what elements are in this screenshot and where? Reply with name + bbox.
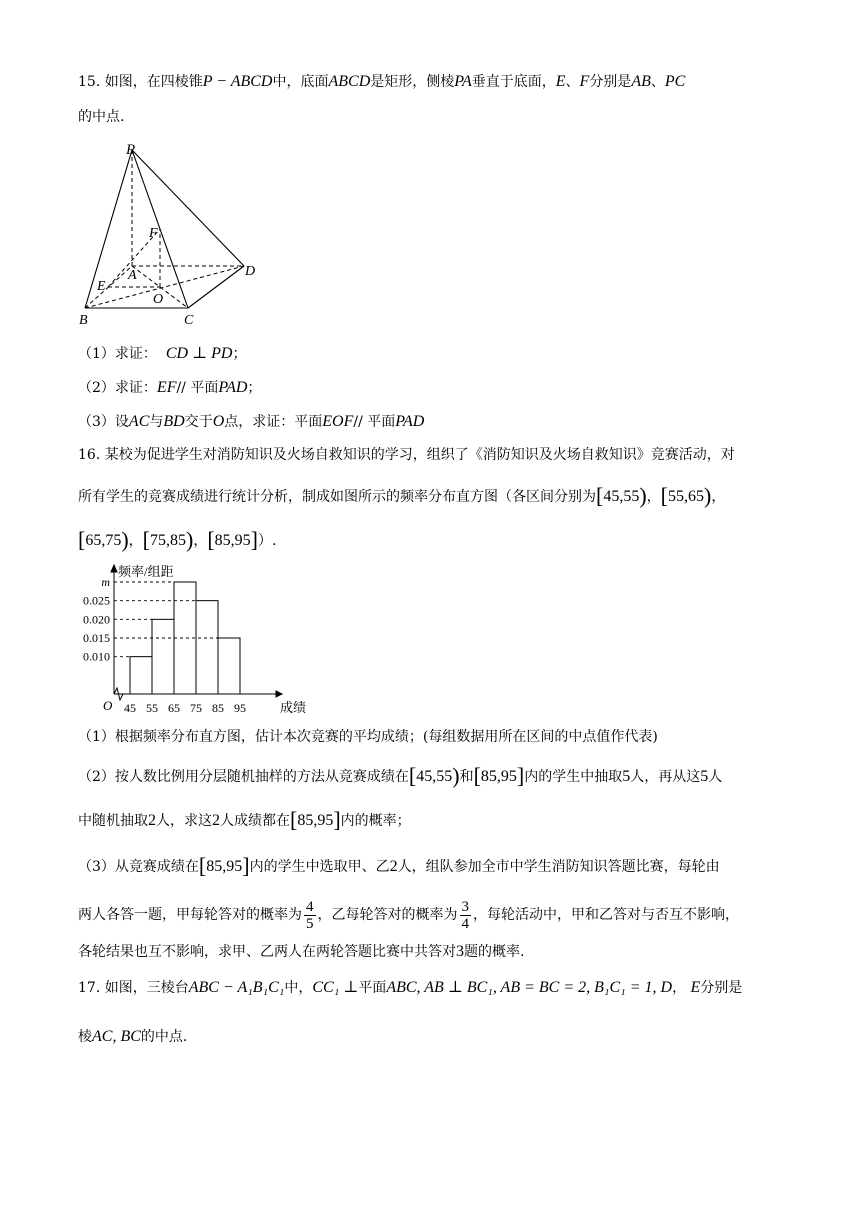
- histogram-bar: [152, 619, 174, 694]
- interval: 45,55: [416, 768, 453, 785]
- label-A: A: [128, 268, 137, 283]
- q15-text: 、: [650, 74, 665, 90]
- q15-math-base: ABCD: [328, 73, 371, 90]
- q16-part-1: [78, 727, 658, 747]
- q15-text: 、: [565, 74, 580, 90]
- q16-text: 各轮结果也互不影响，求甲、乙两人在两轮答题比赛中共答对: [78, 944, 456, 960]
- denominator: 5: [306, 915, 314, 932]
- q15-math-pc: PC: [664, 73, 686, 90]
- q17-line-2: [78, 1027, 187, 1047]
- part-label: （3）设: [78, 414, 129, 430]
- q16-part-3-line-2: [78, 898, 739, 932]
- part-text: // 平面: [353, 414, 396, 430]
- label-F: F: [149, 226, 158, 241]
- y-axis-arrow: [111, 565, 117, 572]
- q16-part-3-line-3: [78, 942, 524, 962]
- q17-math: AC, BC: [92, 1028, 141, 1045]
- part-text: ；: [232, 346, 247, 362]
- q17-text: 如图，三棱台: [104, 980, 189, 996]
- part-label: （1）求证：: [78, 346, 157, 362]
- q16-text: 内的学生中抽取: [524, 769, 623, 785]
- q15-math-f: F: [579, 73, 590, 90]
- number: 2: [389, 858, 398, 875]
- q16-part-2-line-2: 中随机抽取2人，求这2人成绩都在[85,95]内的概率；: [78, 807, 411, 832]
- q17-math: E: [690, 979, 701, 996]
- y-tick-label: 0.020: [83, 612, 110, 627]
- label-E: E: [97, 279, 106, 294]
- part-label: （2）求证：: [78, 380, 157, 396]
- x-tick-label: 75: [190, 701, 202, 715]
- q17-text: ，: [672, 980, 687, 996]
- q15-number: 15.: [78, 74, 101, 90]
- histogram-bar: [196, 601, 218, 694]
- q15-line-2: [78, 107, 124, 127]
- q17-text: 的中点.: [140, 1029, 188, 1045]
- label-B: B: [79, 313, 88, 328]
- x-tick-label: 95: [234, 701, 246, 715]
- q17-line-1: [78, 978, 742, 998]
- q15-math-e: E: [555, 73, 566, 90]
- number: 5: [622, 768, 631, 785]
- q15-text: 垂直于底面，: [471, 74, 556, 90]
- q16-text: 人成绩都在: [220, 813, 290, 829]
- number: 3: [456, 943, 464, 960]
- fraction-4-5: [304, 899, 316, 932]
- origin-label: O: [103, 698, 113, 713]
- q15-line-1: [78, 72, 685, 92]
- q16-part-3-line-1: （3）从竞赛成绩在[85,95]内的学生中选取甲、乙2人，组队参加全市中学生消防知识答题比赛，每轮由: [78, 853, 720, 878]
- interval: 85,95: [214, 532, 251, 549]
- q17-number: 17.: [78, 980, 101, 996]
- q16-text: 人: [708, 769, 723, 785]
- pyramid-figure: [76, 138, 266, 330]
- q16-text: 和: [459, 769, 474, 785]
- sep: ，: [193, 533, 208, 549]
- y-axis-label: 频率/组距: [118, 564, 174, 579]
- part-math: EF: [156, 379, 177, 396]
- q15-part-3: [78, 412, 424, 432]
- x-tick-label: 45: [124, 701, 136, 715]
- q16-text: 所有学生的竞赛成绩进行统计分析，制成如图所示的频率分布直方图（各区间分别为: [78, 489, 596, 505]
- interval: 65,75: [85, 532, 122, 549]
- label-C: C: [184, 313, 194, 328]
- part-text: ；: [247, 380, 262, 396]
- x-axis-arrow: [276, 691, 282, 697]
- q17-text: 平面: [358, 980, 387, 996]
- histogram-bar: [130, 657, 152, 694]
- fraction-3-4: [460, 899, 472, 932]
- q16-text: ，每轮活动中，甲和乙答对与否互不影响，: [473, 907, 739, 923]
- numerator: 4: [306, 898, 314, 915]
- part-math: BD: [163, 413, 185, 430]
- q16-text: （2）按人数比例用分层随机抽样的方法从竞赛成绩在: [78, 769, 409, 785]
- q17-text: 棱: [78, 1029, 92, 1045]
- part-text: // 平面: [176, 380, 219, 396]
- x-tick-label: 65: [168, 701, 180, 715]
- sep: ，: [711, 489, 726, 505]
- sep: ，: [646, 489, 661, 505]
- sep: ，: [128, 533, 143, 549]
- q16-text: 中随机抽取: [78, 813, 148, 829]
- label-O: O: [153, 292, 164, 307]
- q16-number: 16.: [78, 447, 101, 463]
- y-tick-label: m: [101, 575, 110, 589]
- q15-math-edge: PA: [454, 73, 472, 90]
- q16-line-3: [65,75)，[75,85)，[85,95]）.: [78, 527, 277, 552]
- q16-text: （3）从竞赛成绩在: [78, 859, 199, 875]
- number: 2: [212, 812, 220, 829]
- q16-text: 题的概率.: [464, 944, 525, 960]
- q15-text: 的中点.: [78, 109, 125, 125]
- q15-text: 是矩形，侧棱: [370, 74, 455, 90]
- q16-line-1: [78, 445, 735, 465]
- part-math: EOF: [322, 413, 354, 430]
- q17-math: ABC, AB ⊥ BC₁, AB = BC = 2, B₁C₁ = 1, D: [386, 979, 673, 996]
- q16-text: 某校为促进学生对消防知识及火场自救知识的学习，组织了《消防知识及火场自救知识》竞赛活动，对: [104, 447, 735, 463]
- q16-text: 人，再从这: [630, 769, 701, 785]
- part-text: 点，求证：平面: [224, 414, 323, 430]
- q15-part-1: [78, 344, 246, 364]
- part-math: CD ⊥ PD: [165, 345, 233, 362]
- q16-text: 两人各答一题，甲每轮答对的概率为: [78, 907, 302, 923]
- q16-text: 人，求这: [156, 813, 212, 829]
- part-math: PAD: [395, 413, 425, 430]
- number: 5: [700, 768, 709, 785]
- part-math: PAD: [218, 379, 248, 396]
- y-tick-label: 0.015: [83, 631, 110, 645]
- q16-part-1-text: （1）根据频率分布直方图，估计本次竞赛的平均成绩；(每组数据用所在区间的中点值作代表): [78, 729, 658, 745]
- q16-part-2-line-1: （2）按人数比例用分层随机抽样的方法从竞赛成绩在[45,55)和[85,95]内的学生中抽取5人，再从这5人: [78, 763, 723, 788]
- part-math: O: [212, 413, 225, 430]
- part-math: AC: [128, 413, 150, 430]
- histogram-bar: [218, 638, 240, 694]
- interval: 85,95: [480, 768, 517, 785]
- q17-math: ABC − A₁B₁C₁: [188, 979, 285, 996]
- interval: 75,85: [149, 532, 186, 549]
- number: 2: [148, 812, 156, 829]
- interval: 85,95: [297, 812, 334, 829]
- q17-math: CC₁ ⊥: [312, 979, 359, 996]
- x-axis-label: 成绩: [280, 700, 307, 715]
- q17-text: 分别是: [700, 980, 743, 996]
- frequency-histogram: [76, 562, 307, 720]
- part-text: 与: [149, 414, 164, 430]
- x-tick-label: 55: [146, 701, 158, 715]
- q16-line-2: 所有学生的竞赛成绩进行统计分析，制成如图所示的频率分布直方图（各区间分别为[45,55)，[55,65)，: [78, 483, 726, 508]
- q15-text: 如图，在四棱锥: [104, 74, 203, 90]
- q16-text: 内的学生中选取甲、乙: [249, 859, 390, 875]
- interval: 55,65: [667, 488, 704, 505]
- q15-math-pyramid: P − ABCD: [202, 73, 273, 90]
- interval: 45,55: [603, 488, 640, 505]
- y-tick-label: 0.025: [83, 593, 110, 608]
- q15-text: 中，底面: [272, 74, 329, 90]
- q15-part-2: [78, 378, 261, 398]
- y-tick-label: 0.010: [83, 649, 110, 664]
- x-tick-label: 85: [212, 701, 224, 715]
- q15-math-ab: AB: [631, 73, 651, 90]
- part-text: 交于: [184, 414, 213, 430]
- q16-text: ）.: [257, 533, 277, 549]
- label-P: P: [126, 142, 136, 158]
- q16-text: ，乙每轮答对的概率为: [317, 907, 458, 923]
- q15-text: 分别是: [589, 74, 632, 90]
- q16-text: 内的概率；: [340, 813, 411, 829]
- q17-text: 中，: [284, 980, 313, 996]
- q16-text: 人，组队参加全市中学生消防知识答题比赛，每轮由: [397, 859, 720, 875]
- interval: 85,95: [206, 858, 243, 875]
- numerator: 3: [461, 898, 469, 915]
- label-D: D: [245, 264, 256, 279]
- denominator: 4: [461, 915, 469, 932]
